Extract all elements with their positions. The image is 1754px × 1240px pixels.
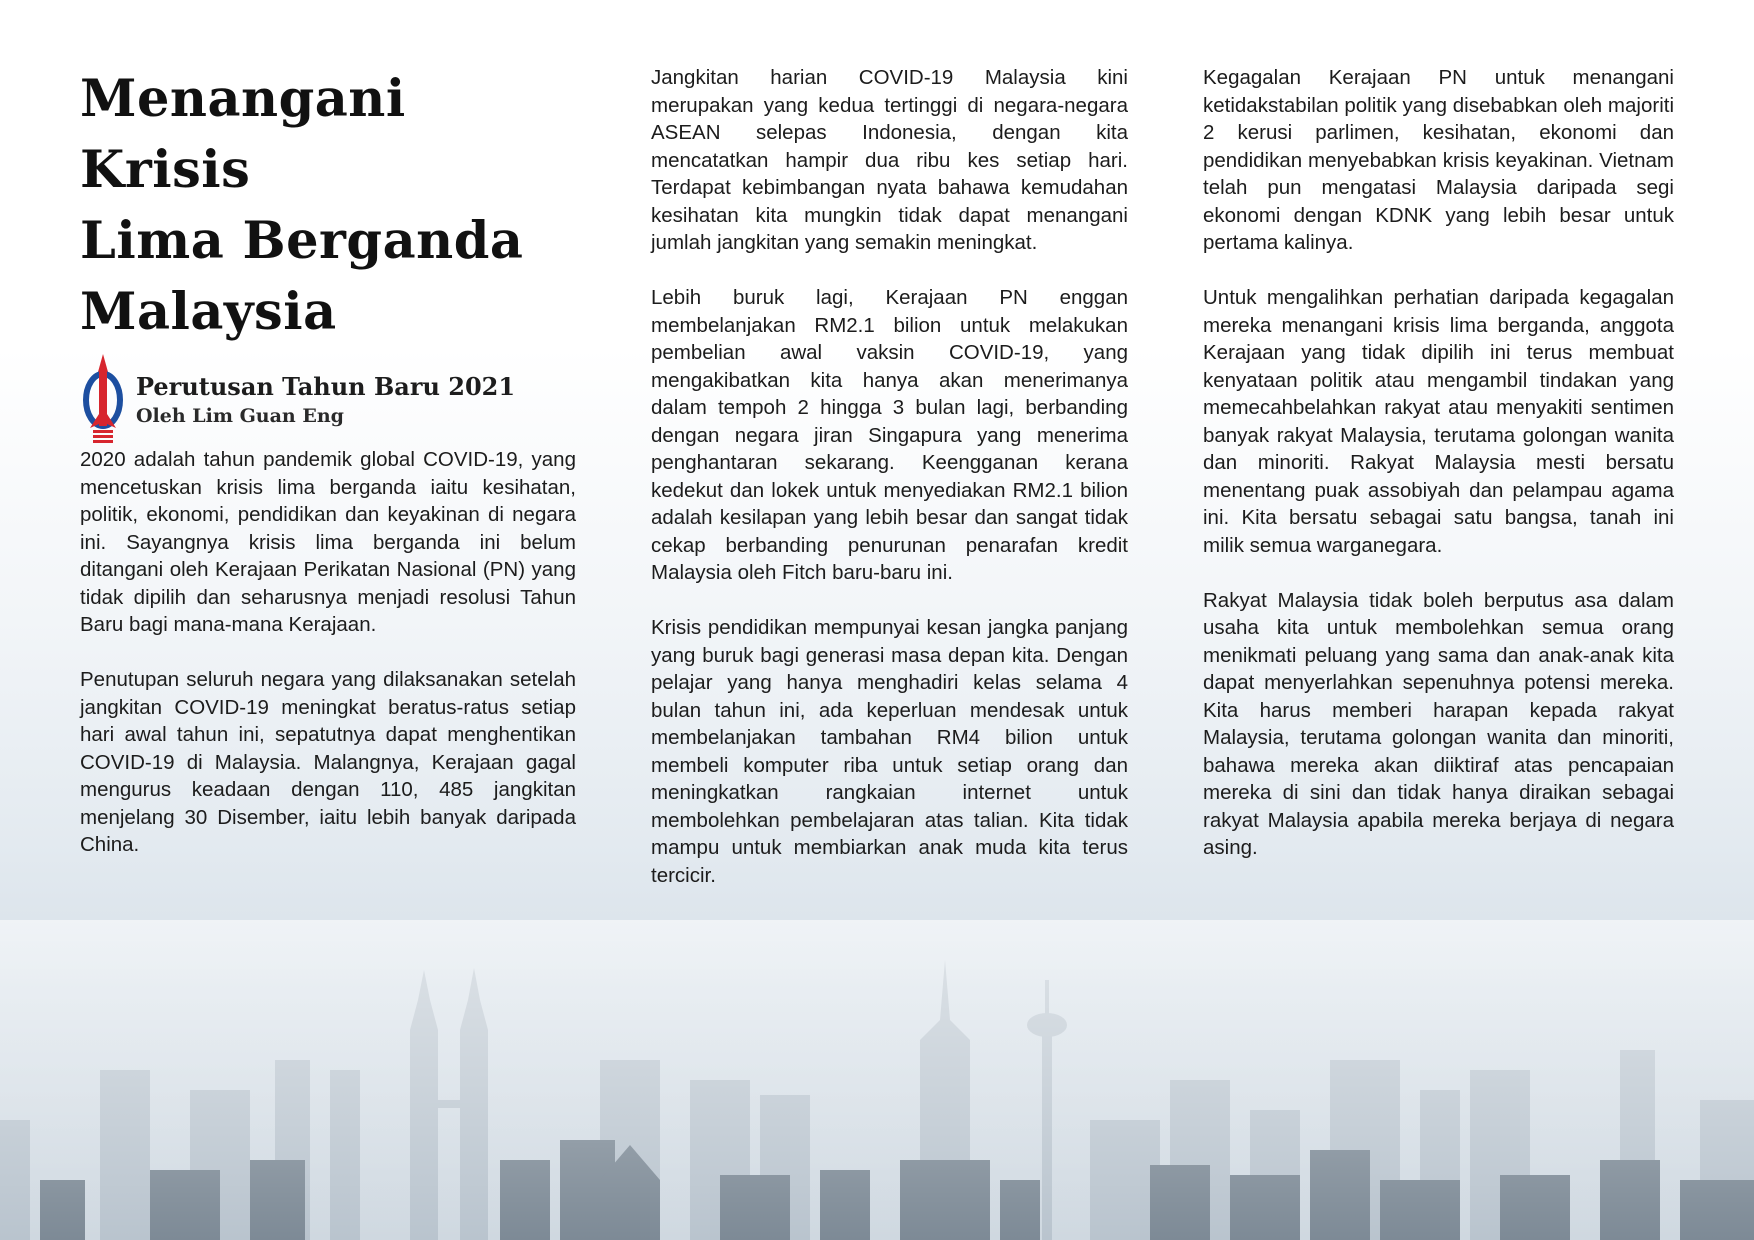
paragraph: Lebih buruk lagi, Kerajaan PN enggan membelanjakan RM2.1 bilion untuk melakukan pembelian awal vaksin COVID-19, yang mengakibatkan kita hanya akan menerimanya dalam tempoh 2 hingga 3 bulan lagi, berbanding dengan negara jiran Singapura yang menerima penghantaran sekarang. Keengganan kerana kedekut dan lokek untuk menyediakan RM2.1 bilion adalah kesilapan yang lebih besar dan sangat tidak cekap berbanding penurunan penarafan kredit Malaysia oleh Fitch baru-baru ini. bbox=[651, 286, 1128, 584]
paragraph: 2020 adalah tahun pandemik global COVID-19, yang mencetuskan krisis lima berganda iaitu kesihatan, politik, ekonomi, pendidikan dan keyakinan di negara ini. Sayangnya krisis lima berganda ini belum ditangani oleh Kerajaan Perikatan Nasional (PN) yang tidak dipilih dan seharusnya menjadi resolusi Tahun Baru bagi mana-mana Kerajaan. bbox=[80, 448, 576, 636]
title-line: Menangani Krisis bbox=[80, 69, 406, 200]
paragraph: Jangkitan harian COVID-19 Malaysia kini merupakan yang kedua tertinggi di negara-negara ASEAN selepas Indonesia, dengan kita mencatatkan hampir dua ribu kes setiap hari. Terdapat kebimbangan nyata bahawa kemudahan kesihatan kita mungkin tidak dapat menangani jumlah jangkitan yang semakin meningkat. bbox=[651, 66, 1128, 254]
column-2 bbox=[651, 64, 1128, 917]
paragraph: Kegagalan Kerajaan PN untuk menangani ketidakstabilan politik yang disebabkan oleh majoriti 2 kerusi parlimen, kesihatan, ekonomi dan pendidikan menyebabkan krisis keyakinan. Vietnam telah pun mengatasi Malaysia daripada segi ekonomi dengan KDNK yang lebih besar untuk pertama kalinya. bbox=[1203, 66, 1674, 254]
paragraph: Krisis pendidikan mempunyai kesan jangka panjang yang buruk bagi generasi masa depan kita. Dengan pelajar yang hanya menghadiri kelas selama 4 bulan tahun ini, ada keperluan mendesak untuk membelanjakan tambahan RM4 bilion untuk membeli komputer riba untuk setiap orang dan meningkatkan rangkaian internet untuk membolehkan pembelajaran atas talian. Kita tidak mampu untuk membiarkan anak muda kita terus tercicir. bbox=[651, 616, 1128, 887]
title-line: Lima Berganda bbox=[80, 211, 524, 271]
paragraph: Penutupan seluruh negara yang dilaksanakan setelah jangkitan COVID-19 meningkat beratus-ratus setiap hari awal tahun ini, sepatutnya dapat menghentikan COVID-19 di Malaysia. Malangnya, Kerajaan gagal mengurus keadaan dengan 110, 485 jangkitan menjelang 30 Disember, iaitu lebih banyak daripada China. bbox=[80, 668, 576, 856]
byline-author: Oleh Lim Guan Eng bbox=[136, 405, 344, 427]
column-3 bbox=[1203, 64, 1674, 889]
byline bbox=[80, 354, 576, 444]
rocket-logo-icon bbox=[80, 354, 126, 444]
column-1 bbox=[80, 64, 576, 856]
article-title bbox=[80, 64, 576, 348]
byline-subtitle: Perutusan Tahun Baru 2021 bbox=[136, 372, 516, 401]
title-line: Malaysia bbox=[80, 282, 337, 342]
paragraph: Rakyat Malaysia tidak boleh berputus asa dalam usaha kita untuk membolehkan semua orang menikmati peluang yang sama dan anak-anak kita dapat menyerlahkan sepenuhnya potensi mereka. Kita harus memberi harapan kepada rakyat Malaysia, terutama golongan wanita dan minoriti, bahawa mereka akan diiktiraf atas pencapaian mereka di sini dan tidak hanya diraikan sebagai rakyat Malaysia apabila mereka berjaya di negara asing. bbox=[1203, 588, 1674, 859]
paragraph: Untuk mengalihkan perhatian daripada kegagalan mereka menangani krisis lima berganda, anggota Kerajaan yang tidak dipilih ini terus membuat kenyataan politik atau mengambil tindakan yang memecahbelahkan rakyat atau menyakiti sentimen banyak rakyat Malaysia, terutama golongan wanita dan minoriti. Rakyat Malaysia mesti bersatu menentang puak assobiyah dan pelampau agama ini. Kita bersatu sebagai satu bangsa, tanah ini milik semua warganegara. bbox=[1203, 286, 1674, 557]
